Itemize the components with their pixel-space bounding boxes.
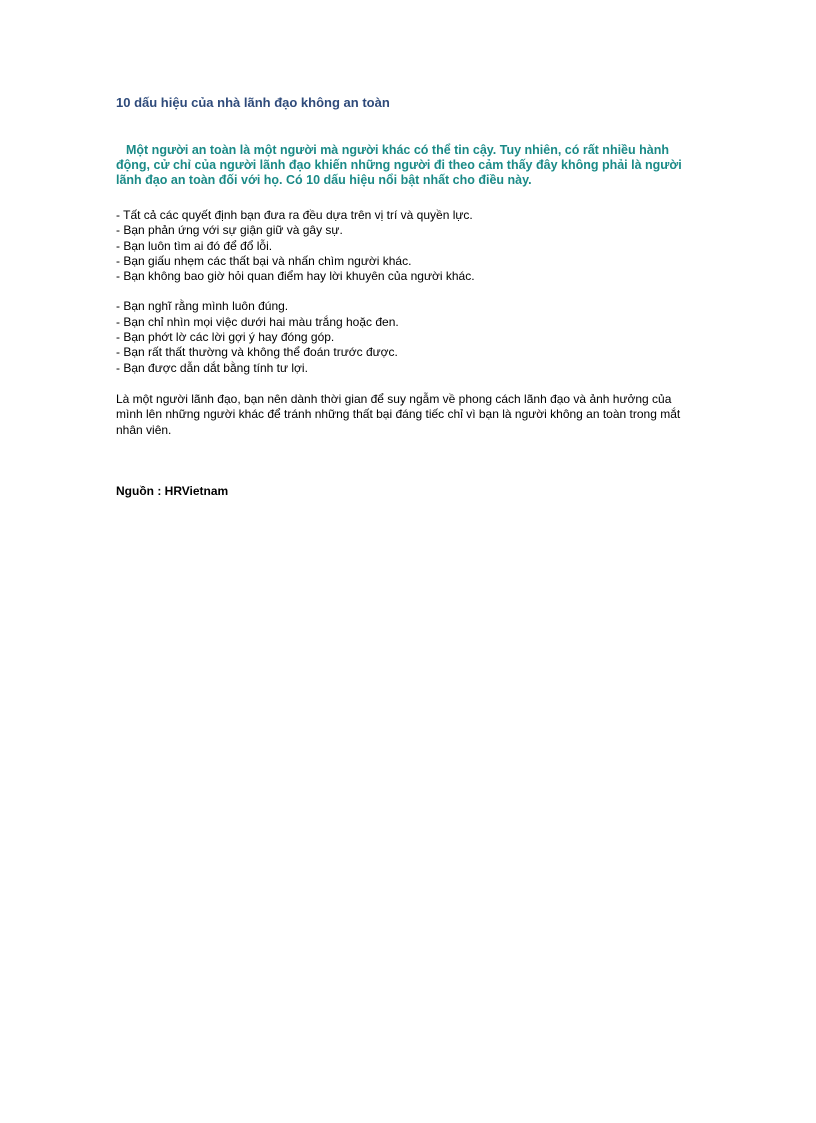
list-item: - Bạn phớt lờ các lời gợi ý hay đóng góp. (116, 330, 335, 345)
list-item: - Bạn được dẫn dắt bằng tính tư lợi. (116, 360, 308, 375)
source-credit: Nguồn : HRVietnam (116, 484, 229, 499)
list-item: - Bạn nghĩ rằng mình luôn đúng. (116, 299, 289, 314)
list-item: - Bạn luôn tìm ai đó để đổ lỗi. (116, 238, 273, 253)
document-title: 10 dấu hiệu của nhà lãnh đạo không an toàn (116, 95, 390, 110)
document-page (116, 94, 696, 499)
list-item: - Bạn không bao giờ hỏi quan điểm hay lời khuyên của người khác. (116, 269, 475, 284)
conclusion-paragraph: Là một người lãnh đạo, bạn nên dành thời gian để suy ngẫm về phong cách lãnh đạo và ảnh hưởng của mình lên những người khác để tránh những thất bại đáng tiếc chỉ vì bạn là người không an toàn trong mắt nhân viên. (116, 391, 681, 437)
list-item: - Bạn phản ứng với sự giận giữ và gây sự. (116, 223, 343, 238)
list-item: - Bạn rất thất thường và không thể đoán trước được. (116, 345, 398, 360)
list-item: - Bạn chỉ nhìn mọi việc dưới hai màu trắng hoặc đen. (116, 314, 399, 329)
signs-list-1 (116, 208, 696, 284)
intro-paragraph: Một người an toàn là một người mà người khác có thể tin cậy. Tuy nhiên, có rất nhiều hành động, cử chỉ của người lãnh đạo khiến những người đi theo cảm thấy đây không phải là người lãnh đạo an toàn đối với họ. Có 10 dấu hiệu nổi bật nhất cho điều này. (116, 143, 682, 187)
list-item: - Tất cả các quyết định bạn đưa ra đều dựa trên vị trí và quyền lực. (116, 208, 473, 222)
signs-list-2 (116, 299, 696, 375)
list-item: - Bạn giấu nhẹm các thất bại và nhấn chìm người khác. (116, 253, 412, 268)
